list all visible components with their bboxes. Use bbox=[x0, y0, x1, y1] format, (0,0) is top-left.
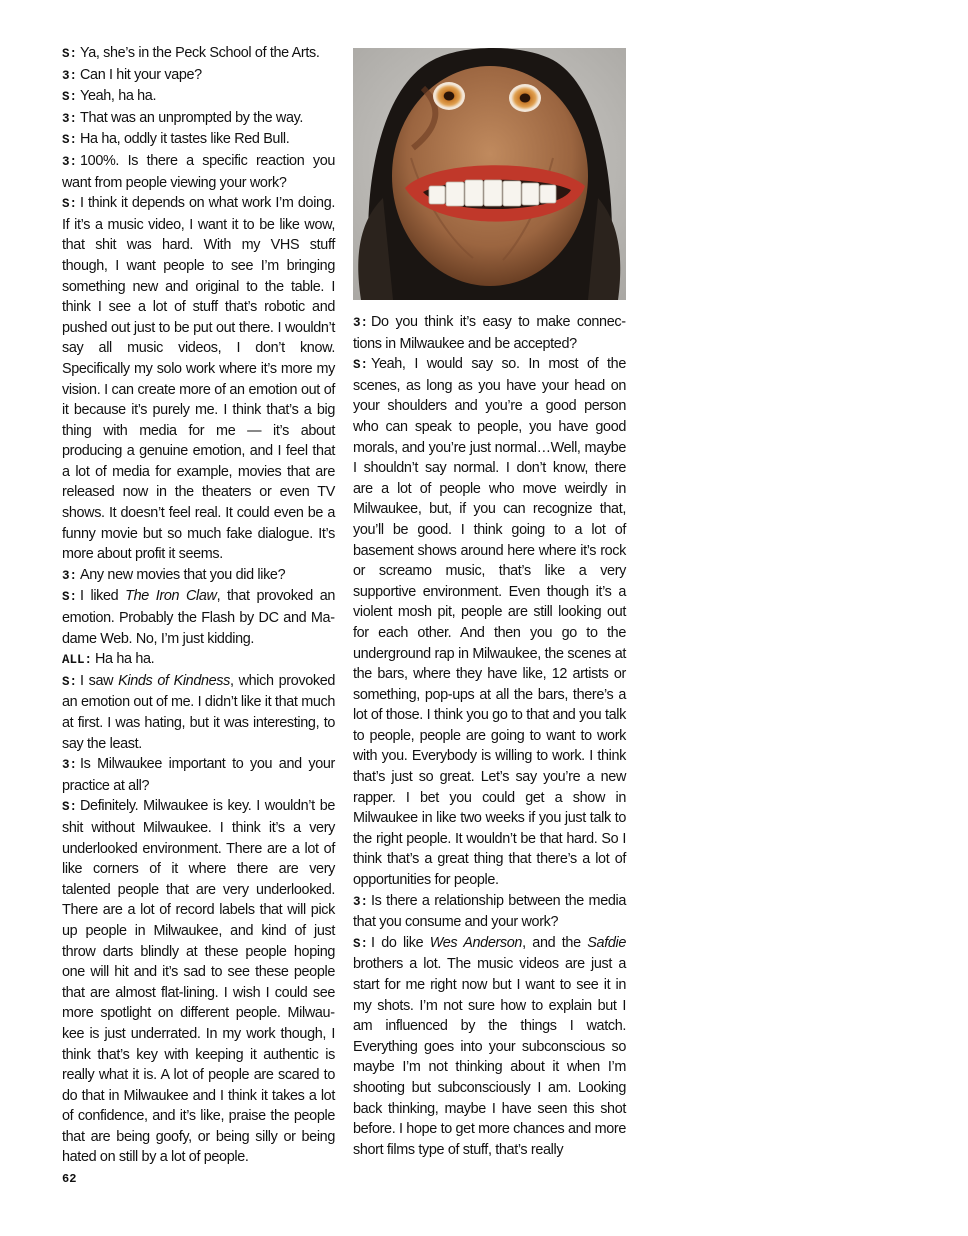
text-segment: I liked bbox=[80, 588, 126, 605]
monkey-teeth bbox=[429, 180, 556, 206]
interview-paragraph bbox=[62, 671, 335, 754]
text-segment: brothers a lot. The music videos are just a start for me right now but I want to see it in my shots. I’m not sure how to explain but I am influenced by the things I watch. Everything goes into your subconscious so maybe I’m not thinking about it when I’m shooting but subconsciously I am. Looking back thinking, maybe I have seen this shot before. I hope to get more chances and more short films type of stuff, that’s really bbox=[353, 956, 626, 1158]
speaker-label: 3: bbox=[353, 316, 369, 330]
speaker-label: S: bbox=[62, 197, 78, 212]
text-segment: Ya, she’s in the Peck School of the Arts. bbox=[80, 45, 320, 61]
text-segment: Yeah, I would say so. In most of the scenes, as long as you have your head on your shoulders and you’re a good person who can speak to people, you have good morals, and you’re just normal…Well, maybe I shouldn’t say normal. I don’t know, there are a lot of people who move weirdly in Milwaukee, but, if you can recognize that, you’ll be good. I think going to a lot of basement shows around here where it’s rock or screamo music, that’s like a very supportive environment. Even though it’s a violent mosh pit, people are still looking out for each other. And then you go to the underground rap in Milwaukee, the scenes at the bars, where they have like, 12 artists or something, pop-ups at all the bars, there’s a lot of those. I think you go to that and you talk to people, people are going to want to work with you. Everybody is willing to work. I think that’s just so great. Let’s say you’re a new rapper. I bet you could get a show in Milwaukee in like two weeks if you just talk to the right people. It wouldn’t be that hard. So I think that’s a great thing that there’s a lot of opportunities for people. bbox=[353, 356, 626, 889]
monkey-photo bbox=[353, 48, 626, 300]
speaker-label: S: bbox=[353, 358, 369, 373]
speaker-label: 3: bbox=[62, 111, 78, 126]
interview-paragraph bbox=[62, 586, 335, 649]
text-segment: Do you think it’s easy to make connections in Milwaukee and be accepted? bbox=[353, 314, 626, 352]
speaker-label: S: bbox=[62, 90, 78, 105]
interview-paragraph bbox=[62, 796, 335, 1168]
right-text-column bbox=[353, 312, 626, 1160]
text-segment: Definitely. Milwaukee is key. I wouldn’t be shit without Milwaukee. I think it’s a very underlooked environment. There are a lot of like corners of it where there are very talented people that are very underlooked. There are a lot of record labels that will pick up people in Milwaukee, and kind of just throw darts blindly at these people hoping one will hit and it’s sad to see these people that are almost flat-lining. I wish I could see more spotlight on different people. Milwaukee is just underrated. In my work though, I think that’s key with keeping it authentic is really what it is. A lot of people are scared to do that in Milwaukee and I think it takes a lot of confidence, and it’s like, praise the people that are being goofy, or being silly or being hated on still by a lot of people. bbox=[62, 798, 335, 1166]
interview-paragraph bbox=[353, 891, 626, 933]
speaker-label: S: bbox=[62, 47, 78, 61]
interview-paragraph bbox=[62, 193, 335, 565]
left-eye bbox=[435, 84, 463, 108]
text-segment: Can I hit your vape? bbox=[80, 66, 202, 83]
interview-paragraph bbox=[62, 129, 335, 151]
coconut-monkey-image bbox=[353, 48, 626, 300]
speaker-label: S: bbox=[62, 590, 78, 605]
text-segment: Ha ha, oddly it tastes like Red Bull. bbox=[80, 131, 290, 148]
interview-paragraph bbox=[62, 86, 335, 108]
text-segment: Yeah, ha ha. bbox=[80, 88, 157, 105]
text-segment: , which provoked an emotion out of me. I didn’t like it that much at first. I was hating, but it was interesting, to say the least. bbox=[62, 672, 336, 752]
interview-paragraph bbox=[62, 151, 335, 193]
left-text-column bbox=[62, 43, 335, 1168]
speaker-label: 3: bbox=[62, 68, 78, 83]
italic-title: The Iron Claw bbox=[125, 588, 217, 605]
speaker-label: 3: bbox=[353, 894, 369, 909]
text-segment: , and the bbox=[522, 934, 588, 951]
text-segment: That was an unprompted by the way. bbox=[80, 109, 304, 126]
speaker-label: ALL: bbox=[62, 653, 93, 668]
interview-paragraph bbox=[62, 565, 335, 587]
interview-paragraph bbox=[62, 65, 335, 87]
interview-paragraph bbox=[353, 312, 626, 354]
right-eye bbox=[511, 86, 539, 110]
text-segment: Any new movies that you did like? bbox=[80, 566, 286, 583]
text-segment: Ha ha ha. bbox=[95, 651, 155, 668]
interview-paragraph bbox=[353, 354, 626, 890]
text-segment: , that provoked an emotion. Probably the Flash by DC and Madame Web. No, I’m just kidding. bbox=[62, 588, 336, 647]
text-segment: Is there a relationship between the media that you consume and your work? bbox=[353, 892, 626, 931]
interview-paragraph bbox=[62, 649, 335, 671]
speaker-label: S: bbox=[62, 674, 78, 689]
speaker-label: 3: bbox=[62, 154, 78, 169]
italic-title: Wes Anderson bbox=[429, 934, 523, 951]
text-segment: I think it depends on what work I’m doing. If it’s a music video, I want it to be like wow, that shit was hard. With my VHS stuff though, I want people to see I’m bringing something new and original to the table. I think I see a lot of stuff that’s robotic and pushed out just to be put out there. I wouldn’t say all music videos, I don’t know. Specifically my solo work where it’s more my vision. I can create more of an emotion out of it because it’s purely me. I think that’s a big thing with media for me — it’s about producing a genuine emotion, and I feel that a lot of media for example, movies that are released now in the theaters or even TV shows. It doesn’t feel real. It could even be a funny movie but so much fake dialogue. It’s more about profit it seems. bbox=[62, 195, 335, 563]
speaker-label: S: bbox=[62, 800, 78, 815]
text-segment: I do like bbox=[371, 934, 430, 951]
speaker-label: 3: bbox=[62, 568, 78, 583]
interview-paragraph bbox=[62, 43, 335, 65]
text-segment: 100%. Is there a specific reaction you want from people viewing your work? bbox=[62, 152, 335, 191]
text-segment: I saw bbox=[80, 672, 119, 689]
speaker-label: S: bbox=[62, 133, 78, 148]
interview-paragraph bbox=[353, 933, 626, 1161]
speaker-label: S: bbox=[353, 936, 369, 951]
speaker-label: 3: bbox=[62, 758, 78, 773]
interview-paragraph bbox=[62, 108, 335, 130]
interview-paragraph bbox=[62, 754, 335, 796]
italic-title: Kinds of Kindness bbox=[118, 672, 230, 689]
text-segment: Is Milwaukee important to you and your practice at all? bbox=[62, 756, 335, 794]
italic-title: Safdie bbox=[587, 934, 627, 951]
page-number: 62 bbox=[62, 1172, 77, 1186]
